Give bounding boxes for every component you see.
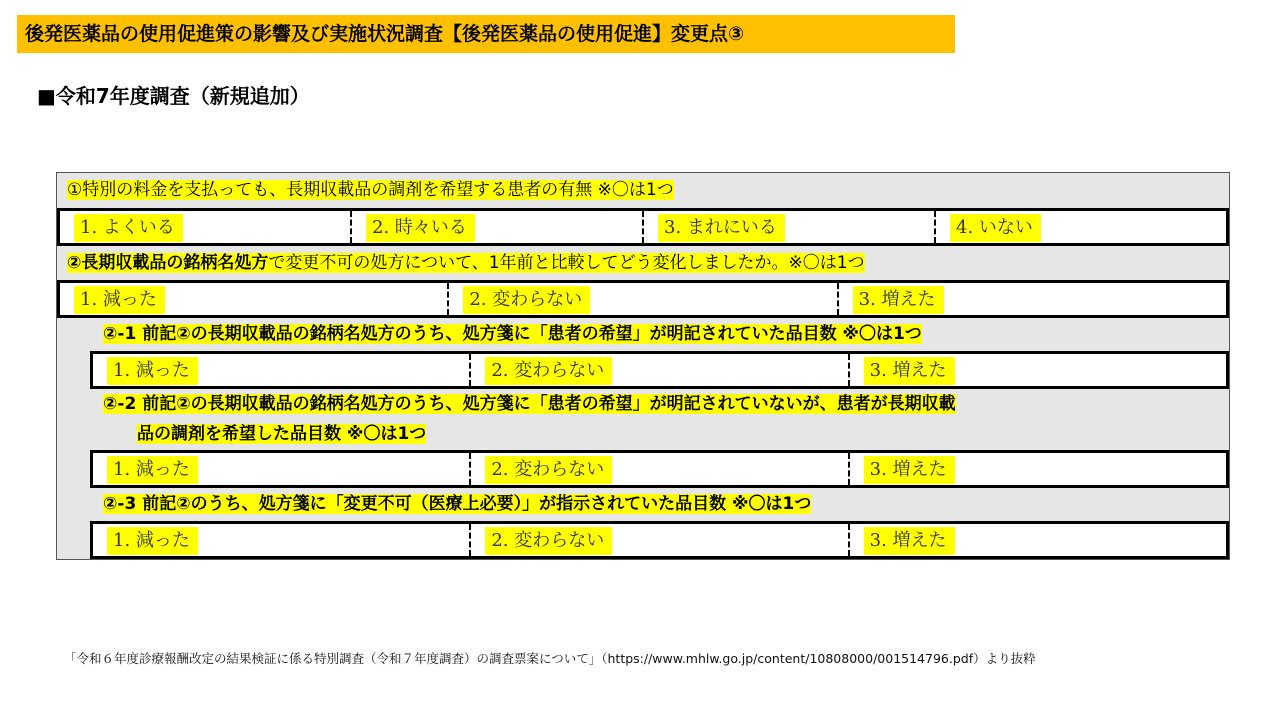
question-2-3-options bbox=[90, 521, 1229, 559]
q1-option-3[interactable]: 3. まれにいる bbox=[644, 211, 936, 243]
question-2-3: ②-3 前記②のうち、処方箋に「変更不可（医療上必要）」が指示されていた品目数 ※〇は1つ bbox=[103, 494, 812, 514]
q2-option-1[interactable]: 1. 減った bbox=[60, 283, 449, 315]
q1-option-4[interactable]: 4. いない bbox=[936, 211, 1226, 243]
question-2-2-line-2: 品の調剤を希望した品目数 ※〇は1つ bbox=[137, 424, 427, 444]
q2-1-option-1[interactable]: 1. 減った bbox=[93, 354, 471, 386]
survey-panel bbox=[56, 172, 1230, 560]
question-2-options bbox=[57, 280, 1229, 318]
q2-3-option-2[interactable]: 2. 変わらない bbox=[471, 524, 849, 556]
q2-2-option-1[interactable]: 1. 減った bbox=[93, 453, 471, 485]
q2-option-3[interactable]: 3. 増えた bbox=[839, 283, 1226, 315]
q2-2-option-3[interactable]: 3. 増えた bbox=[850, 453, 1226, 485]
question-2-text: で変更不可の処方について、1年前と比較してどう変化しましたか。※〇は1つ bbox=[268, 253, 865, 273]
q1-option-1[interactable]: 1. よくいる bbox=[60, 211, 352, 243]
q2-1-option-3[interactable]: 3. 増えた bbox=[850, 354, 1226, 386]
question-2-1-text: ②-1 前記②の長期収載品の銘柄名処方のうち、処方箋に「患者の希望」が明記されていた品目数 ※〇は1つ bbox=[103, 324, 922, 344]
q2-option-2[interactable]: 2. 変わらない bbox=[449, 283, 838, 315]
section-subtitle: ■令和7年度調査（新規追加） bbox=[37, 84, 310, 108]
question-1-text: ①特別の料金を支払っても、長期収載品の調剤を希望する患者の有無 ※〇は1つ bbox=[67, 180, 674, 200]
page-title: 後発医薬品の使用促進策の影響及び実施状況調査【後発医薬品の使用促進】変更点③ bbox=[17, 15, 955, 53]
q2-3-option-1[interactable]: 1. 減った bbox=[93, 524, 471, 556]
question-2-1-options bbox=[90, 351, 1229, 389]
q2-3-option-3[interactable]: 3. 増えた bbox=[850, 524, 1226, 556]
question-2-1 bbox=[103, 319, 922, 349]
question-2 bbox=[67, 248, 865, 278]
question-1-options bbox=[57, 208, 1229, 246]
q2-1-option-2[interactable]: 2. 変わらない bbox=[471, 354, 849, 386]
question-2-bold: ②長期収載品の銘柄名処方 bbox=[67, 253, 269, 273]
q1-option-2[interactable]: 2. 時々いる bbox=[352, 211, 644, 243]
question-2-2-options bbox=[90, 450, 1229, 488]
q2-2-option-2[interactable]: 2. 変わらない bbox=[471, 453, 849, 485]
question-1 bbox=[67, 175, 674, 205]
source-footnote: 「令和６年度診療報酬改定の結果検証に係る特別調査（令和７年度調査）の調査票案について」（https://www.mhlw.go.jp/content/10808000/001514796.pdf）より抜粋 bbox=[64, 651, 1036, 666]
question-2-2-line-1: ②-2 前記②の長期収載品の銘柄名処方のうち、処方箋に「患者の希望」が明記されていないが、患者が長期収載 bbox=[103, 394, 956, 414]
